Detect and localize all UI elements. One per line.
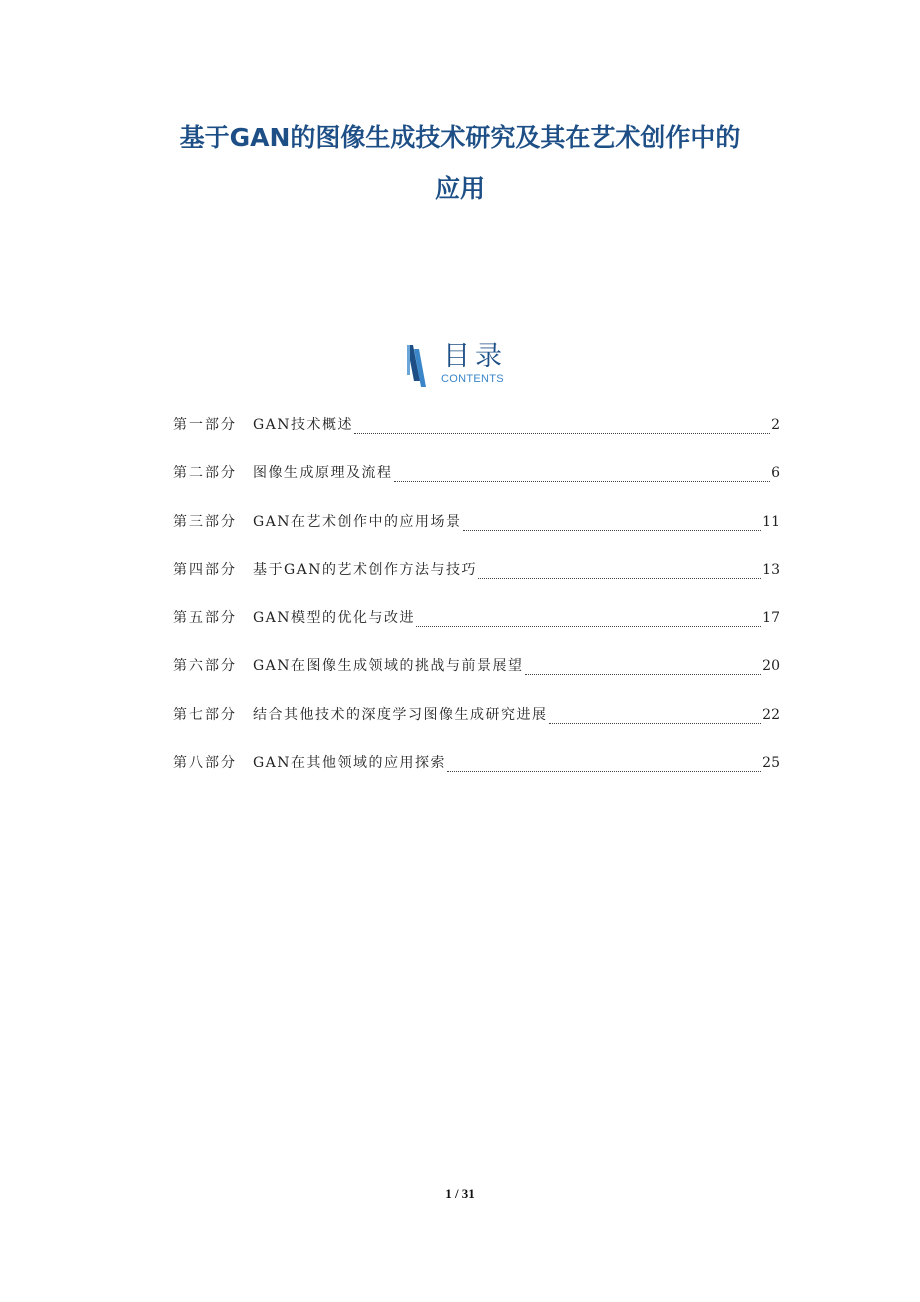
toc-heading (405, 343, 535, 389)
toc-entry-part-label: 第七部分 (173, 706, 237, 723)
toc-entry-page-number: 11 (762, 513, 780, 530)
toc-entry-part-label: 第六部分 (173, 658, 237, 675)
toc-entry-page-number: 6 (771, 465, 780, 482)
toc-entry-part-label: 第三部分 (173, 513, 237, 530)
toc-dot-leader (354, 419, 770, 434)
toc-entry-title: GAN模型的优化与改进 (253, 610, 416, 627)
document-title-line-1: 基于GAN的图像生成技术研究及其在艺术创作中的 (179, 123, 741, 152)
document-title-line-2: 应用 (434, 174, 485, 203)
toc-entry-page-number: 2 (771, 417, 780, 433)
toc-entry-page-number: 13 (762, 561, 780, 578)
book-spine-icon (405, 345, 429, 387)
toc-entry-part-label: 第二部分 (173, 465, 237, 482)
toc-entry-part-1[interactable] (173, 412, 780, 460)
toc-entry-title: GAN在图像生成领域的挑战与前景展望 (253, 658, 524, 675)
toc-entry-title: GAN在艺术创作中的应用场景 (253, 513, 462, 530)
toc-entry-part-8[interactable] (173, 750, 780, 798)
toc-entry-title: GAN在其他领域的应用探索 (253, 755, 447, 772)
toc-entry-page-number: 25 (762, 755, 780, 772)
toc-title: 目录 (443, 341, 507, 372)
document-title (60, 112, 860, 214)
page-number-indicator: 1 / 31 (445, 1186, 475, 1201)
toc-entry-part-4[interactable] (173, 557, 780, 605)
toc-dot-leader (463, 516, 762, 531)
toc-dot-leader (416, 612, 761, 627)
toc-entry-part-label: 第一部分 (173, 417, 237, 433)
toc-entry-part-2[interactable] (173, 460, 780, 508)
toc-entry-title: 结合其他技术的深度学习图像生成研究进展 (253, 706, 548, 723)
toc-entry-page-number: 22 (762, 706, 780, 723)
toc-entry-part-7[interactable] (173, 702, 780, 750)
toc-entry-title: GAN技术概述 (253, 417, 354, 433)
toc-dot-leader (478, 564, 761, 579)
toc-entry-title: 图像生成原理及流程 (253, 465, 393, 482)
toc-dot-leader (549, 709, 762, 724)
toc-entry-part-5[interactable] (173, 605, 780, 653)
toc-dot-leader (394, 467, 771, 482)
table-of-contents (173, 412, 780, 798)
toc-dot-leader (525, 660, 762, 675)
toc-entry-part-label: 第八部分 (173, 755, 237, 772)
toc-entry-part-label: 第四部分 (173, 561, 237, 578)
toc-entry-part-label: 第五部分 (173, 610, 237, 627)
toc-entry-page-number: 17 (762, 610, 780, 627)
toc-entry-page-number: 20 (762, 658, 780, 675)
toc-entry-part-3[interactable] (173, 509, 780, 557)
toc-entry-part-6[interactable] (173, 653, 780, 701)
toc-entry-title: 基于GAN的艺术创作方法与技巧 (253, 561, 478, 578)
toc-subtitle: CONTENTS (441, 373, 504, 385)
toc-dot-leader (447, 757, 761, 772)
